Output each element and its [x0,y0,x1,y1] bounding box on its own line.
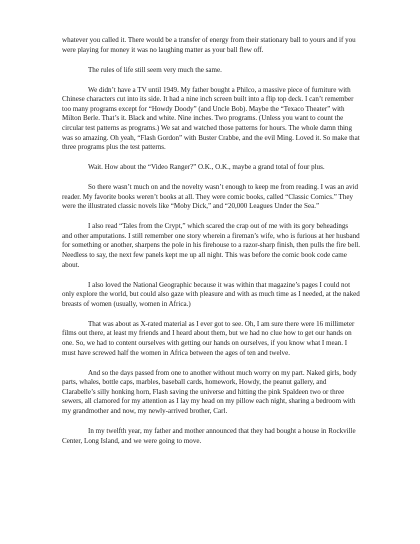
paragraph-7: I also loved the National Geographic because it was within that magazine’s pages I could not only explore the world, but could also gaze with pleasure and with as much time as I needed, at the naked breasts of women (usually, women in Africa.) [62,280,360,308]
paragraph-2: The rules of life still seem very much the same. [88,65,222,74]
paragraph-4: Wait. How about the “Video Ranger?” O.K., O.K., maybe a grand total of four plus. [88,163,325,172]
paragraph-5: So there wasn’t much on and the novelty wasn’t enough to keep me from reading. I was an avid reader. My favorite books weren’t books at all. They were comic books, called “Classic Comics.” They were the illustrated classic novels like “Moby Dick,” and “20,000 Leagues Under the Sea.” [62,183,358,211]
paragraph-10: In my twelfth year, my father and mother announced that they had bought a house in Rockville Center, Long Island, and we were going to move. [62,426,356,445]
paragraph-9: And so the days passed from one to another without much worry on my part. Naked girls, body parts, whales, bottle caps, marbles, baseball cards, homework, Howdy, the peanut gallery, and Clarabelle’s silly honking horn, Flash saving the universe and hitting the pink Spaldeen two or three sewers, all clamored for my attention as I lay my head on my pillow each night, sharing a bedroom with my grandmother and now, my newly-arrived brother, Carl. [62,368,357,415]
paragraph-6: I also read “Tales from the Crypt,” which scared the crap out of me with its gory beheadings and other amputations. I still remember one story wherein a fireman’s wife, who is furious at her husband for something or another, sharpens the pole in his firehouse to a razor-sharp finish, then pulls the fire bell. Needless to say, the next few panels kept me up all night. This was before the comic book code came about. [62,222,361,269]
paragraph-1: whatever you called it. There would be a transfer of energy from their stationary ball to yours and if you were playing for money it was no laughing matter as your ball flew off. [62,36,356,54]
paragraph-8: That was about as X-rated material as I ever got to see. Oh, I am sure there were 16 millimeter films out there, at least my friends and I heard about them, but we had no clue how to get our hands on one. So, we had to content ourselves with getting our hands on ourselves, if you know what I mean. I must have screwed half the women in Africa between the ages of ten and twelve. [62,319,355,357]
paragraph-3: We didn’t have a TV until 1949. My father bought a Philco, a massive piece of furniture with Chinese characters cut into its side. It had a nine inch screen built into a flip top deck. I can’t remember too many programs except for “Howdy Doody” (and Uncle Bob). Maybe the “Texaco Theater” with Milton Berle. That’s it. Black and white. Nine inches. Two programs. (Unless you want to count the circular test patterns as programs.) We sat and watched those patterns for hours. The whole damn thing was so amazing. Oh yeah, “Flash Gordon” with Buster Crabbe, and the evil Ming. Loved it. So make that three programs plus the test patterns. [62,85,360,152]
body-text [62,36,360,446]
